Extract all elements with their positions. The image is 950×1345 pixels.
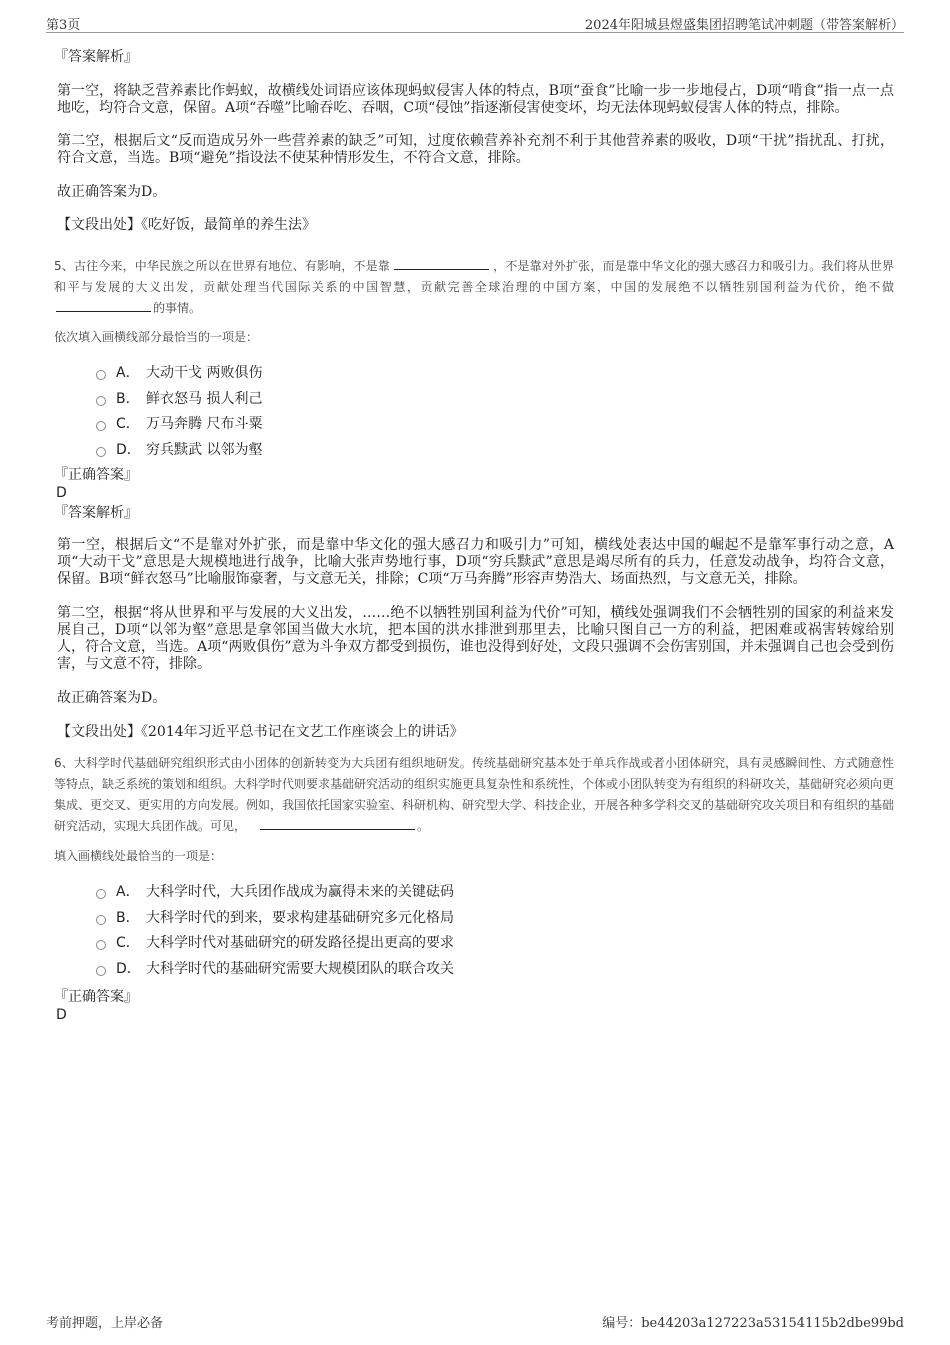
q4-analysis-p1: 第一空，将缺乏营养素比作蚂蚁，故横线处词语应该体现蚂蚁侵害人体的特点，B项“蚕食”比喻一步一步地侵占，D项“啃食”指一点一点地吃，均符合文意，保留。A项“吞噬”比喻吞吃、吞咽，C项“侵蚀”指逐渐侵害使变坏，均无法体现蚂蚁侵害人体的特点，排除。 — [57, 83, 894, 116]
radio-icon[interactable] — [96, 889, 106, 899]
q5-stem-b: ，不是靠对外扩张，而是靠中华文化的强大感召力和吸引力。我们将从世界和平与发展的大义出发，贡献处理当代国际关系的中国智慧，贡献完善全球治理的中国方案，中国的发展绝不以牺牲别国利益为代价，绝不做 — [54, 259, 894, 294]
q5-analysis-heading: 『答案解析』 — [54, 505, 138, 521]
radio-icon[interactable] — [96, 940, 106, 950]
q6-options — [54, 880, 894, 982]
q4-conclusion: 故正确答案为D。 — [57, 184, 167, 200]
q6-option-c[interactable]: C． 大科学时代对基础研究的研发路径提出更高的要求 — [54, 931, 894, 957]
q6-option-a[interactable]: A． 大科学时代，大兵团作战成为赢得未来的关键砝码 — [54, 880, 894, 906]
q5-blank-2 — [56, 299, 151, 312]
q5-analysis-p1: 第一空，根据后文“不是靠对外扩张，而是靠中华文化的强大感召力和吸引力”可知，横线处表达中国的崛起不是靠军事行动之意，A项“大动干戈”意思是大规模地进行战争，比喻大张声势地行事，D项“穷兵黩武”意思是竭尽所有的兵力，任意发动战争，均符合文意，保留。B项“鲜衣怒马”比喻服饰豪奢，与文意无关，排除；C项“万马奔腾”形容声势浩大、场面热烈，与文意无关，排除。 — [57, 537, 894, 587]
page-number: 第3页 — [46, 18, 81, 33]
q6-answer-heading: 『正确答案』 — [54, 989, 138, 1005]
q4-analysis-p2: 第二空，根据后文“反而造成另外一些营养素的缺乏”可知，过度依赖营养补充剂不利于其他营养素的吸收，D项“干扰”指扰乱、打扰，符合文意，当选。B项“避免”指设法不使某种情形发生，不符合文意，排除。 — [57, 133, 894, 166]
radio-icon[interactable] — [96, 966, 106, 976]
q5-option-a[interactable]: A． 大动干戈 两败俱伤 — [54, 361, 894, 387]
q6-stem — [54, 753, 894, 837]
q5-conclusion: 故正确答案为D。 — [57, 690, 167, 706]
q5-option-b[interactable]: B． 鲜衣怒马 损人利己 — [54, 387, 894, 413]
q4-analysis-heading: 『答案解析』 — [54, 49, 138, 65]
radio-icon[interactable] — [96, 421, 106, 431]
q6-stem-end: 。 — [417, 819, 430, 833]
radio-icon[interactable] — [96, 370, 106, 380]
q6-stem-text: 大科学时代基础研究组织形式由小团体的创新转变为大兵团有组织地研发。传统基础研究基本处于单兵作战或者小团体研究，具有灵感瞬间性、方式随意性等特点，缺乏系统的策划和组织。大科学时代则要求基础研究活动的组织实施更具复杂性和系统性，个体或小团队转变为有组织的科研攻关，基础研究必须向更集成、更交叉、更实用的方向发展。例如，我国依托国家实验室、科研机构、研究型大学、科技企业，开展各种多学科交叉的基础研究攻关项目和有组织的基础研究活动，实现大兵团作战。可见， — [54, 756, 895, 833]
q5-answer-heading: 『正确答案』 — [54, 467, 138, 483]
q5-answer: D — [56, 485, 67, 501]
page-content — [54, 46, 894, 1024]
radio-icon[interactable] — [96, 396, 106, 406]
q5-number: 5、 — [54, 259, 74, 273]
q5-instruction: 依次填入画横线部分最恰当的一项是： — [54, 330, 259, 344]
q4-source: 【文段出处】《吃好饭，最简单的养生法》 — [57, 217, 316, 233]
q5-analysis-p2: 第二空，根据“将从世界和平与发展的大义出发，……绝不以牺牲别国利益为代价”可知，横线处强调我们不会牺牲别的国家的利益来发展自己，D项“以邻为壑”意思是拿邻国当做大水坑，把本国的洪水排泄到那里去，比喻只图自己一方的利益，把困难或祸害转嫁给别人，符合文意，当选。A项“两败俱伤”意为斗争双方都受到损伤，谁也没得到好处，文段只强调不会伤害别国，并未强调自己也会受到伤害，与文意不符，排除。 — [57, 605, 894, 672]
q5-blank-1 — [394, 257, 489, 270]
q5-source: 【文段出处】《2014年习近平总书记在文艺工作座谈会上的讲话》 — [57, 724, 464, 740]
q5-option-c[interactable]: C． 万马奔腾 尺布斗粟 — [54, 412, 894, 438]
q6-blank — [260, 817, 415, 830]
footer-serial: 编号：be44203a127223a53154115b2dbe99bd — [602, 1316, 904, 1331]
q6-number: 6、 — [54, 756, 74, 770]
q6-option-b[interactable]: B． 大科学时代的到来，要求构建基础研究多元化格局 — [54, 906, 894, 932]
q5-stem-a: 古往今来，中华民族之所以在世界有地位、有影响，不是靠 — [73, 259, 390, 273]
q6-instruction: 填入画横线处最恰当的一项是： — [54, 849, 223, 863]
q5-option-d[interactable]: D． 穷兵黩武 以邻为壑 — [54, 438, 894, 464]
q5-stem-c: 的事情。 — [153, 301, 202, 315]
q5-stem — [54, 256, 894, 319]
q6-option-d[interactable]: D． 大科学时代的基础研究需要大规模团队的联合攻关 — [54, 957, 894, 983]
document-title: 2024年阳城县煜盛集团招聘笔试冲刺题（带答案解析） — [584, 18, 904, 33]
radio-icon[interactable] — [96, 447, 106, 457]
q5-options — [54, 361, 894, 463]
footer-slogan: 考前押题，上岸必备 — [46, 1316, 164, 1331]
page-header — [46, 14, 904, 33]
radio-icon[interactable] — [96, 915, 106, 925]
q6-answer: D — [56, 1007, 67, 1023]
